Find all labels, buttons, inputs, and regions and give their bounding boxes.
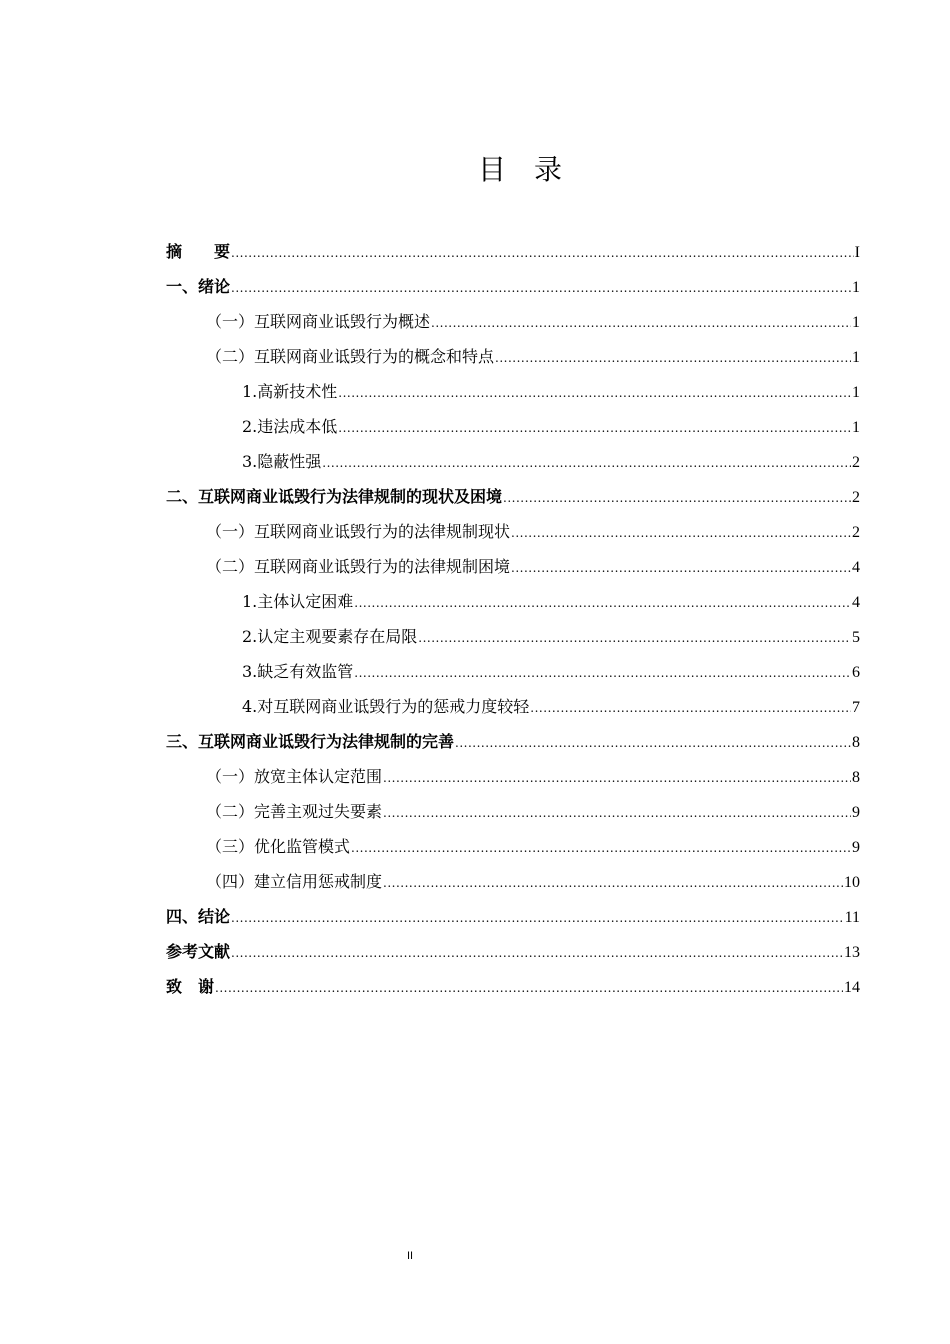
- toc-entry-page-number: 4: [852, 559, 860, 576]
- toc-entry[interactable]: [166, 549, 860, 584]
- page-number-footer: II: [406, 1250, 414, 1262]
- toc-entry-title: 四、结论: [166, 907, 231, 926]
- toc-entry[interactable]: [166, 864, 860, 899]
- toc-entry-title: 2.认定主观要素存在局限: [242, 627, 418, 646]
- toc-entry[interactable]: [166, 234, 860, 269]
- toc-entry-page-number: 8: [852, 769, 860, 786]
- toc-entry-page-number: 1: [852, 419, 860, 436]
- toc-entry-title: （四）建立信用惩戒制度: [206, 872, 383, 891]
- toc-entry-title: 3.隐蔽性强: [242, 452, 322, 471]
- toc-entry-page-number: 4: [852, 594, 860, 611]
- toc-entry-title: 3.缺乏有效监管: [242, 662, 354, 681]
- toc-entry[interactable]: [166, 654, 860, 689]
- toc-entry[interactable]: [166, 339, 860, 374]
- toc-entry[interactable]: [166, 374, 860, 409]
- dot-leader: [351, 831, 851, 866]
- dot-leader: [455, 726, 851, 761]
- toc-entry-page-number: 13: [844, 944, 860, 961]
- dot-leader: [354, 656, 851, 691]
- dot-leader: [338, 376, 851, 411]
- toc-entry[interactable]: [166, 794, 860, 829]
- toc-entry-title: （一）互联网商业诋毁行为的法律规制现状: [206, 522, 511, 541]
- toc-entry-title: （二）完善主观过失要素: [206, 802, 383, 821]
- toc-entry-page-number: 1: [852, 384, 860, 401]
- dot-leader: [383, 866, 843, 901]
- dot-leader: [338, 411, 851, 446]
- toc-entry[interactable]: [166, 724, 860, 759]
- toc-entry-title: （二）互联网商业诋毁行为的法律规制困境: [206, 557, 511, 576]
- dot-leader: [383, 761, 851, 796]
- dot-leader: [231, 901, 844, 936]
- toc-entry[interactable]: [166, 409, 860, 444]
- toc-entry-page-number: 1: [852, 314, 860, 331]
- toc-entry-page-number: 2: [852, 489, 860, 506]
- toc-entry[interactable]: [166, 584, 860, 619]
- toc-entry-title: 1.主体认定困难: [242, 592, 354, 611]
- toc-entry[interactable]: [166, 969, 860, 1004]
- toc-entry-page-number: 10: [844, 874, 860, 891]
- toc-entry-page-number: 7: [852, 699, 860, 716]
- toc-entry-page-number: 11: [844, 909, 860, 926]
- dot-leader: [231, 936, 843, 971]
- toc-entry-page-number: 1: [852, 279, 860, 296]
- toc-entry-page-number: 14: [844, 979, 860, 996]
- toc-entry-title: 一、绪论: [166, 277, 231, 296]
- toc-entry-page-number: 9: [852, 804, 860, 821]
- toc-entry-title: 致 谢: [166, 977, 215, 996]
- toc-entry-title: （一）放宽主体认定范围: [206, 767, 383, 786]
- dot-leader: [231, 271, 851, 306]
- toc-entry-title: （一）互联网商业诋毁行为概述: [206, 312, 431, 331]
- dot-leader: [322, 446, 851, 481]
- toc-entry-title: 2.违法成本低: [242, 417, 338, 436]
- toc-entry[interactable]: [166, 689, 860, 724]
- toc-entry-page-number: 2: [852, 524, 860, 541]
- toc-entry-title: 三、互联网商业诋毁行为法律规制的完善: [166, 732, 455, 751]
- toc-entry-title: 1.高新技术性: [242, 382, 338, 401]
- toc-entry-title: （二）互联网商业诋毁行为的概念和特点: [206, 347, 495, 366]
- toc-entry[interactable]: [166, 934, 860, 969]
- toc-entry-page-number: 9: [852, 839, 860, 856]
- dot-leader: [511, 516, 851, 551]
- dot-leader: [383, 796, 851, 831]
- toc-entry-title: 摘 要: [166, 242, 231, 261]
- dot-leader: [231, 236, 854, 271]
- toc-entry-title: 二、互联网商业诋毁行为法律规制的现状及困境: [166, 487, 503, 506]
- dot-leader: [530, 691, 851, 726]
- dot-leader: [495, 341, 851, 376]
- toc-entry[interactable]: [166, 899, 860, 934]
- toc-entry-page-number: 2: [852, 454, 860, 471]
- dot-leader: [354, 586, 851, 621]
- dot-leader: [503, 481, 851, 516]
- toc-entry[interactable]: [166, 479, 860, 514]
- toc-entry[interactable]: [166, 619, 860, 654]
- dot-leader: [431, 306, 851, 341]
- toc-entry[interactable]: [166, 444, 860, 479]
- toc-entry-page-number: I: [854, 244, 860, 261]
- page-title: 目 录: [477, 153, 562, 186]
- toc-entry-title: 4.对互联网商业诋毁行为的惩戒力度较轻: [242, 697, 530, 716]
- dot-leader: [511, 551, 851, 586]
- dot-leader: [418, 621, 851, 656]
- toc-entry-title: （三）优化监管模式: [206, 837, 351, 856]
- toc-entry-page-number: 1: [852, 349, 860, 366]
- toc-entry[interactable]: [166, 304, 860, 339]
- toc-entry-page-number: 6: [852, 664, 860, 681]
- toc-entry-page-number: 5: [852, 629, 860, 646]
- table-of-contents: [166, 234, 860, 1004]
- toc-entry[interactable]: [166, 269, 860, 304]
- toc-entry[interactable]: [166, 514, 860, 549]
- toc-entry-page-number: 8: [852, 734, 860, 751]
- dot-leader: [215, 971, 843, 1006]
- toc-entry[interactable]: [166, 759, 860, 794]
- toc-entry-title: 参考文献: [166, 942, 231, 961]
- toc-entry[interactable]: [166, 829, 860, 864]
